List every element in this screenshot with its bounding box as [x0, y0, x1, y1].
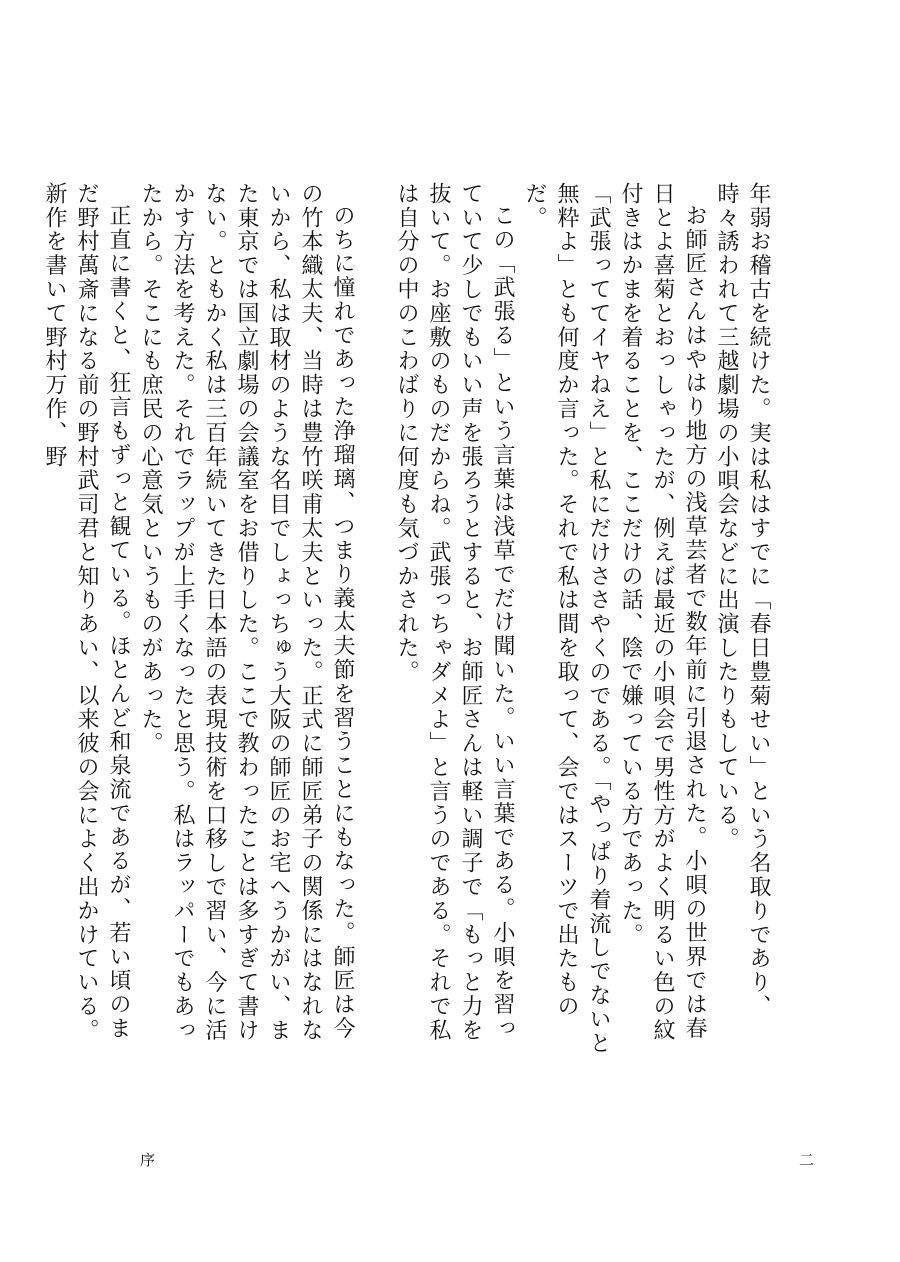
- paragraph-gap: [358, 182, 390, 1062]
- page-number: 二: [798, 1151, 814, 1169]
- paragraph: 正直に書くと、狂言もずっと観ている。ほとんど和泉流であるが、若い頃のまだ野村萬斎になる前の野村武司君と知りあい、以来彼の会によく出かけている。新作を書いて野村万作、野: [42, 182, 131, 1043]
- paragraph: 「武張っててイヤねえ」と私にだけささやくのである。「やっぱり着流しでないと無粋よ」とも何度か言った。それで私は間を取って、会ではスーツで出たものだ。: [522, 182, 611, 1056]
- body-text: [42, 182, 774, 1062]
- paragraph: のちに憧れであった浄瑠璃、つまり義太夫節を習うことにもなった。師匠は今の竹本織太夫、当時は豊竹咲甫太夫といった。正式に師匠弟子の関係にはなれないから、私は取材のような名目でしょっちゅう大阪の師匠のお宅へうかがい、また東京では国立劇場の会議室をお借りした。ここで教わったことは多すぎて書けない。ともかく私は三百年続いてきた日本語の表現技術を口移しで習い、今に活かす方法を考えた。それでラップが上手くなったと思う。私はラッパーでもあったから。そこにも庶民の心意気というものがあった。: [138, 182, 355, 1043]
- paragraph: お師匠さんはやはり地方の浅草芸者で数年前に引退された。小唄の世界では春日とよ喜菊とおっしゃったが、例えば最近の小唄会で男性方がよく明るい色の紋付きはかまを着ることを、ここだけの話、陰で嫌っている方であった。: [618, 182, 707, 1043]
- paragraph: 年弱お稽古を続けた。実は私はすでに「春日豊菊せい」という名取りであり、時々誘われて三越劇場の小唄会などに出演したりもしている。: [714, 182, 771, 1019]
- paragraph: この「武張る」という言葉は浅草でだけ聞いた。いい言葉である。小唄を習っていて少しでもいい声を張ろうとすると、お師匠さんは軽い調子で「もっと力を抜いて。お座敷のものだからね。武張っちゃダメよ」と言うのである。それで私は自分の中のこわばりに何度も気づかされた。: [394, 182, 515, 1043]
- section-title: 序: [140, 1151, 156, 1169]
